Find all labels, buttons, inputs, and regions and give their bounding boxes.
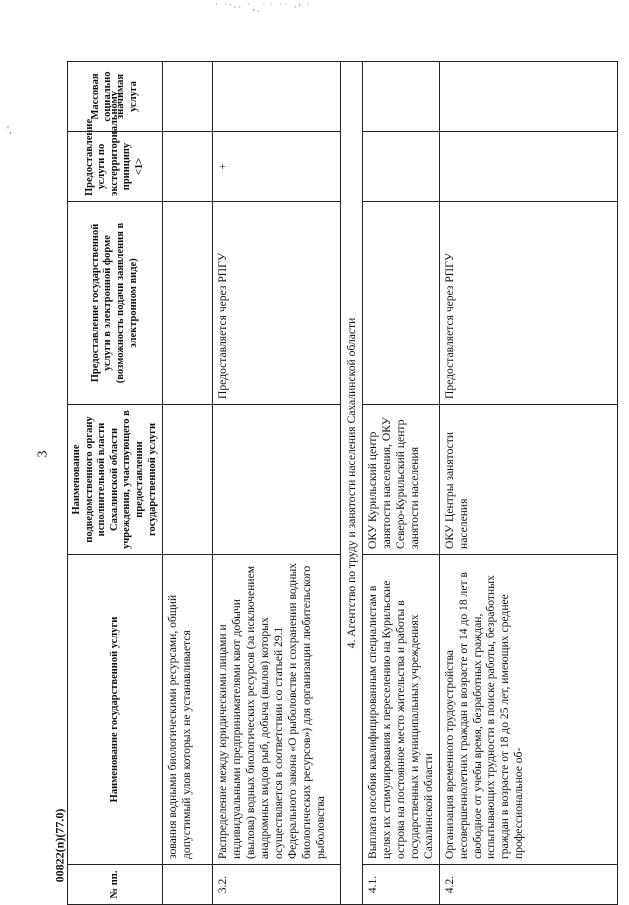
page-number: 3 <box>35 450 51 458</box>
col-header-name: Наименование государственной услуги <box>68 555 163 865</box>
cell-extraterritorial <box>163 132 213 202</box>
cell-extraterritorial: + <box>213 132 341 202</box>
table-row <box>363 62 440 905</box>
scan-noise: ˙ ˙ʹ·· ˙,ˏ ͑ ˙ ˙˙ ·ʹ ˙ <box>215 2 312 12</box>
cell-mass <box>163 62 213 132</box>
rotated-table-wrapper <box>67 62 614 905</box>
cell-extraterritorial <box>439 132 617 202</box>
cell-num: 4.2. <box>439 865 617 905</box>
cell-org: ОКУ Центры занятости населения <box>439 405 617 555</box>
cell-electronic: Предоставляется через РПГУ <box>439 202 617 405</box>
cell-mass <box>439 62 617 132</box>
col-header-org: Наименование подведомственного органу исполнительной власти Сахалинской области учреждения, участвующего в предоставлении государственной услуги <box>68 405 163 555</box>
table-header-row <box>68 62 163 905</box>
cell-extraterritorial <box>363 132 440 202</box>
table-row <box>163 62 213 905</box>
cell-name: Распределение между юридическими лицами и индивидуальными предпринимателями квот добычи (вылова) водных биологических ресурсов (за исключением анадромных видов рыб, добыча (вылов) которых осуществляется в соответствии со статьей 29.1 Федерального закона «О рыболовстве и сохранении водных биологических ресурсов») для организации любительского рыболовства <box>213 555 341 865</box>
cell-electronic <box>163 202 213 405</box>
cell-org: ОКУ Курильский центр занятости населения, ОКУ Северо-Курильский центр занятости населения <box>363 405 440 555</box>
col-header-mass: Массовая социально значимая услуга <box>68 62 163 132</box>
cell-mass <box>363 62 440 132</box>
table-row <box>439 62 617 905</box>
cell-org <box>213 405 341 555</box>
col-header-electronic: Предоставление государственной услуги в электронной форме (возможность подачи заявления в электронном виде) <box>68 202 163 405</box>
col-header-extraterritorial: Предоставление услуги по экстерриториальному принципу <1> <box>68 132 163 202</box>
cell-name: Организация временного трудоустройства несовершеннолетних граждан в возрасте от 14 до 18 лет в свободное от учебы время, безработных граждан, испытывающих трудности в поиске работы, безработных граждан в возрасте от 18 до 25 лет, имеющих среднее профессиональное об- <box>439 555 617 865</box>
cell-num: 4.1. <box>363 865 440 905</box>
services-table <box>67 61 618 905</box>
section-heading: 4. Агентство по труду и занятости населения Сахалинской области <box>341 62 363 905</box>
section-row <box>341 62 363 905</box>
table-row <box>213 62 341 905</box>
cell-num <box>163 865 213 905</box>
cell-mass <box>213 62 341 132</box>
cell-org <box>163 405 213 555</box>
document-code: 00822(n)(77.0) <box>52 808 67 883</box>
cell-num: 3.2. <box>213 865 341 905</box>
cell-name: Выплата пособия квалифицированным специалистам в целях их стимулирования к переселению на Курильские острова на постоянное место жительства и работы в государственных и муниципальных учреждениях Сахалинской области <box>363 555 440 865</box>
cell-name: зования водными биологическими ресурсами, общий допустимый улов которых не устанавливается <box>163 555 213 865</box>
cell-electronic <box>363 202 440 405</box>
cell-electronic: Предоставляется через РПГУ <box>213 202 341 405</box>
col-header-num: № пп. <box>68 865 163 905</box>
scan-mark: ʹ, <box>7 125 12 136</box>
